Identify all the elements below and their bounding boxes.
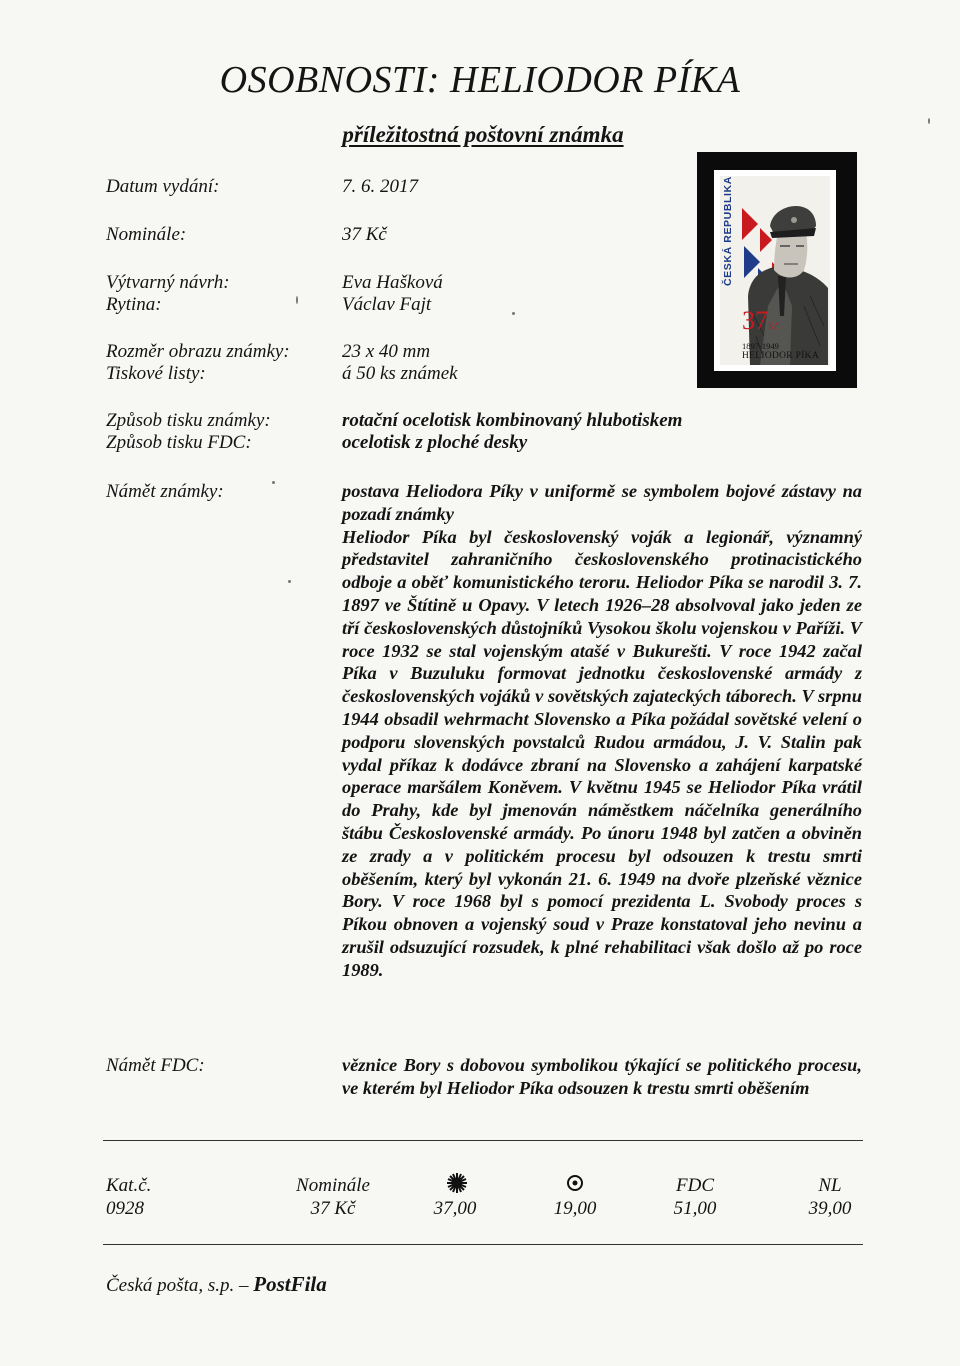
publisher: Česká pošta, s.p.	[106, 1275, 235, 1296]
design-value: Eva Hašková	[342, 272, 443, 293]
scan-speck	[928, 118, 930, 124]
asterisk-star-icon	[437, 1172, 477, 1200]
stamp-face-value: 37Kč	[742, 306, 779, 335]
image-size-value: 23 x 40 mm	[342, 341, 431, 362]
circle-dot-icon	[560, 1173, 590, 1199]
stamp-perforated-edge	[714, 170, 836, 371]
stamp-country: ČESKÁ REPUBLIKA	[722, 176, 734, 286]
scan-speck	[296, 296, 298, 304]
stamp-printing-value: rotační ocelotisk kombinovaný hlubotiskem	[342, 410, 683, 431]
stamp-subject-text: postava Heliodora Píky v uniformě se symbolem bojové zástavy na pozadí známky	[342, 481, 862, 524]
fdc-header: FDC	[676, 1175, 714, 1196]
page-title: OSOBNOSTI: HELIODOR PÍKA	[219, 59, 741, 101]
footer-dash: –	[239, 1275, 249, 1296]
print-sheets-value: á 50 ks známek	[342, 363, 458, 384]
catalog-number-value: 0928	[106, 1198, 144, 1219]
nl-header: NL	[818, 1175, 842, 1196]
stamp-image	[697, 152, 857, 388]
fdc-printing-value: ocelotisk z ploché desky	[342, 432, 528, 453]
nl-price-value: 39,00	[808, 1198, 852, 1219]
fdc-printing-label: Způsob tisku FDC:	[106, 432, 252, 453]
face-value-value: 37 Kč	[342, 224, 387, 245]
issue-date-label: Datum vydání:	[106, 176, 220, 197]
stamp-years: 1897-1949	[742, 341, 779, 351]
stamp-name: HELIODOR PÍKA	[742, 351, 819, 361]
scan-speck	[512, 312, 515, 315]
engraving-value: Václav Fajt	[342, 294, 432, 315]
issue-date-value: 7. 6. 2017	[342, 176, 418, 197]
design-label: Výtvarný návrh:	[106, 272, 230, 293]
fdc-price-value: 51,00	[673, 1198, 717, 1219]
stamp-subject-label: Námět známky:	[106, 481, 224, 502]
print-sheets-label: Tiskové listy:	[106, 363, 206, 384]
divider-bottom	[103, 1244, 863, 1245]
nominale-header: Nominále	[296, 1175, 370, 1196]
image-size-label: Rozměr obrazu známky:	[106, 341, 290, 362]
stamp-artwork	[720, 176, 830, 365]
page-subtitle: příležitostná poštovní známka	[342, 122, 624, 147]
scan-speck	[272, 481, 275, 484]
engraving-label: Rytina:	[106, 294, 162, 315]
nominale-value: 37 Kč	[310, 1198, 356, 1219]
stamp-printing-label: Způsob tisku známky:	[106, 410, 271, 431]
footer	[106, 1272, 327, 1297]
face-value-label: Nominále:	[106, 224, 187, 245]
mint-price-value: 37,00	[433, 1198, 477, 1219]
catalog-number-header: Kat.č.	[106, 1175, 152, 1196]
stamp-subject-block	[342, 480, 862, 982]
scan-speck	[288, 580, 291, 583]
fdc-subject-label: Námět FDC:	[106, 1055, 205, 1076]
used-price-value: 19,00	[553, 1198, 597, 1219]
stamp-subject-biography: Heliodor Píka byl československý voják a legionář, významný představitel zahraničního československého protinacistického odboje a oběť komunistického teroru. Heliodor Píka se narodil 3. 7. 1897 ve Štítině u Opavy. V letech 1926–28 absolvoval jako jeden ze tří československých důstojníků Vysokou školu vojenskou v Paříži. V roce 1932 se stal vojenským atašé v Bukurešti. V roce 1942 začal Píka v Buzuluku formovat jednotku československé armády z československých vojáků v sovětských zajateckých táborech. V srpnu 1944 obsadil wehrmacht Slovensko a Píka požádal sovětské velení o podporu slovenských povstalců Rudou armádou, J. V. Stalin pak vydal příkaz k dodávce zbraní na Slovensko a zahájení karpatské operace maršálem Koněvem. V květnu 1945 se Heliodor Píka vrátil do Prahy, kde byl jmenován náměstkem náčelníka generálního štábu Československé armády. Po únoru 1948 byl zatčen a obviněn ze zrady a v politickém procesu byl odsouzen k trestu smrti oběšením, který byl vykonán 21. 6. 1949 na dvoře plzeňské věznice Bory. V roce 1968 byl s pomocí prezidenta L. Svobody proces s Píkou obnoven a vojenský soud v Praze konstatoval jeho nevinu a zrušil odsuzující rozsudek, k plné rehabilitaci však došlo až po roce 1989.	[342, 526, 862, 980]
brand: PostFila	[253, 1272, 327, 1296]
fdc-subject-text: věznice Bory s dobovou symbolikou týkající se politického procesu, ve kterém byl Heliodor Píka odsouzen k trestu smrti oběšením	[342, 1055, 862, 1098]
divider-top	[103, 1140, 863, 1141]
